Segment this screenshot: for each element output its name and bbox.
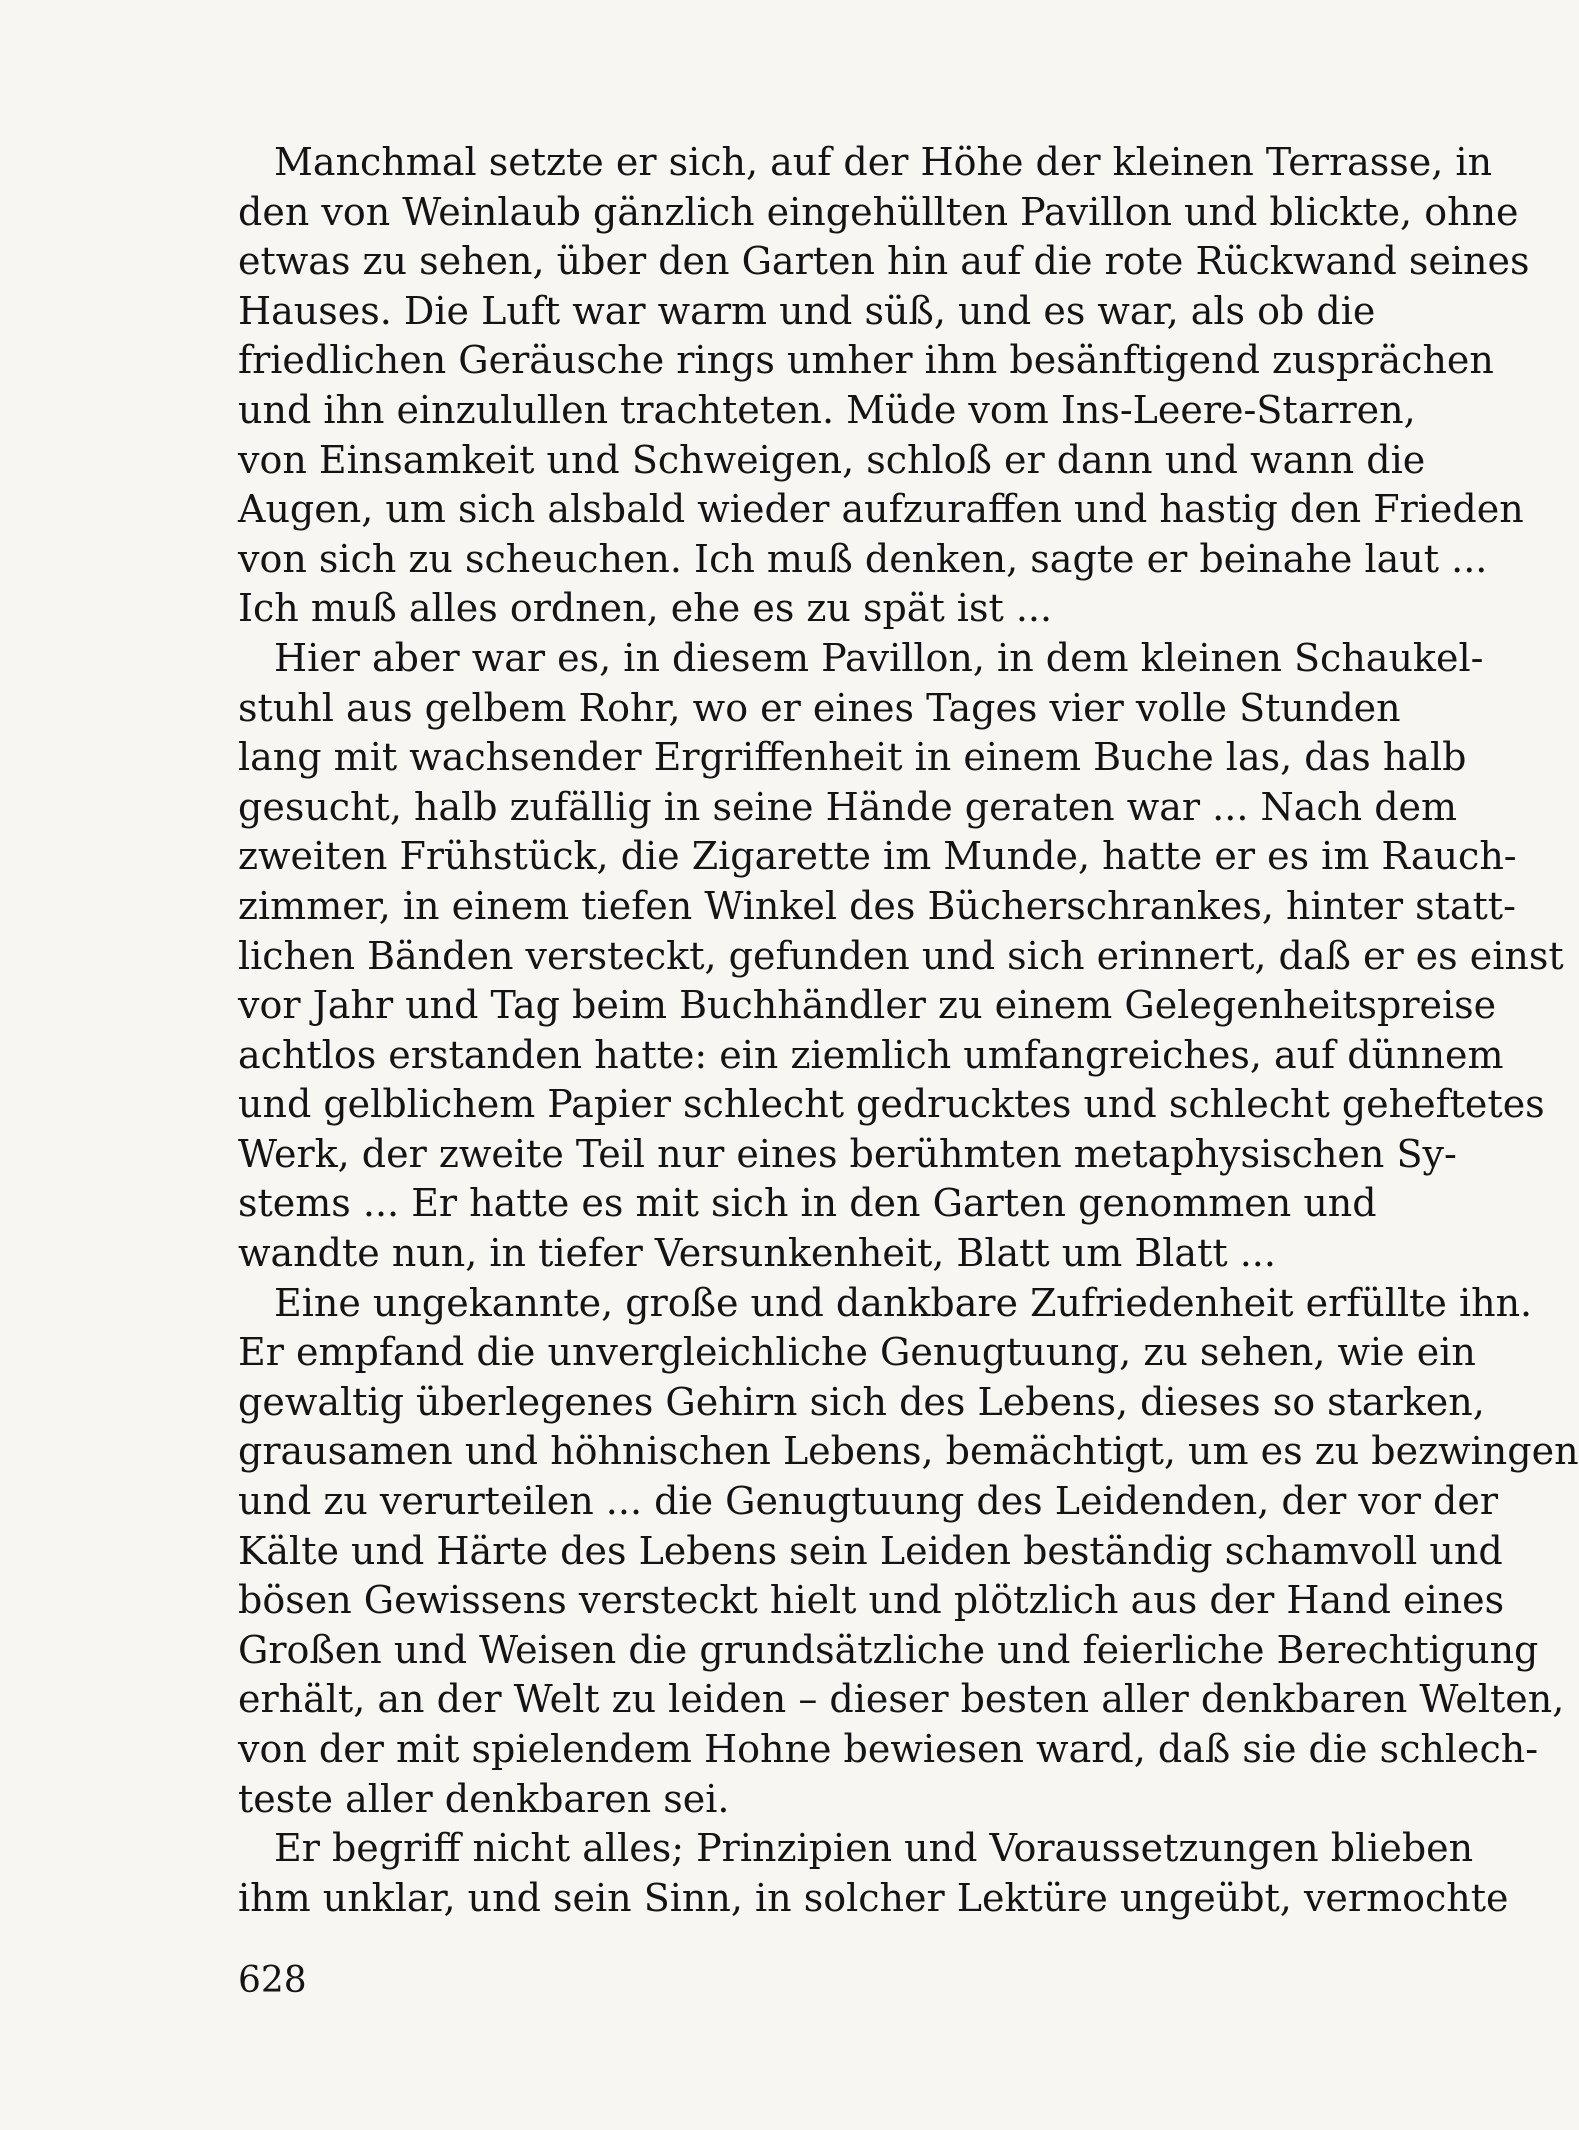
paragraph-1 <box>238 138 1530 634</box>
text-line: stuhl aus gelbem Rohr, wo er eines Tages vier volle Stunden <box>238 685 1401 730</box>
text-line: ihm unklar, und sein Sinn, in solcher Lektüre ungeübt, vermochte <box>238 1875 1509 1920</box>
text-block <box>238 138 1579 1923</box>
text-line: und gelblichem Papier schlecht gedrucktes und schlecht geheftetes <box>238 1082 1545 1127</box>
paragraph-2 <box>238 634 1564 1279</box>
text-line: teste aller denkbaren sei. <box>238 1776 730 1821</box>
text-line: gesucht, halb zufällig in seine Hände geraten war ... Nach dem <box>238 784 1458 829</box>
paragraph-3 <box>238 1279 1579 1825</box>
text-line: lang mit wachsender Ergriffenheit in einem Buche las, das halb <box>238 735 1467 780</box>
text-line: Hier aber war es, in diesem Pavillon, in dem kleinen Schaukel- <box>274 635 1484 680</box>
text-line: Hauses. Die Luft war warm und süß, und es war, als ob die <box>238 288 1376 333</box>
text-line: Ich muß alles ordnen, ehe es zu spät ist ... <box>238 586 1053 631</box>
text-line: und zu verurteilen ... die Genugtuung des Leidenden, der vor der <box>238 1479 1498 1524</box>
text-line: von sich zu scheuchen. Ich muß denken, sagte er beinahe laut ... <box>238 536 1488 581</box>
text-line: Er begriff nicht alles; Prinzipien und Voraussetzungen blieben <box>274 1826 1474 1871</box>
text-line: Manchmal setzte er sich, auf der Höhe der kleinen Terrasse, in <box>274 140 1493 184</box>
text-line: Kälte und Härte des Lebens sein Leiden beständig schamvoll und <box>238 1528 1503 1573</box>
text-line: friedlichen Geräusche rings umher ihm besänftigend zusprächen <box>238 338 1494 383</box>
text-line: wandte nun, in tiefer Versunkenheit, Blatt um Blatt ... <box>238 1231 1276 1276</box>
text-line: lichen Bänden versteckt, gefunden und sich erinnert, daß er es einst <box>238 933 1564 978</box>
text-line: Eine ungekannte, große und dankbare Zufriedenheit erfüllte ihn. <box>274 1280 1533 1325</box>
text-line: erhält, an der Welt zu leiden – dieser besten aller denkbaren Welten, <box>238 1677 1565 1722</box>
text-line: zimmer, in einem tiefen Winkel des Bücherschrankes, hinter statt- <box>238 883 1516 928</box>
text-line: vor Jahr und Tag beim Buchhändler zu einem Gelegenheitspreise <box>238 983 1497 1028</box>
text-line: bösen Gewissens versteckt hielt und plötzlich aus der Hand eines <box>238 1578 1505 1623</box>
paragraph-4 <box>238 1824 1509 1923</box>
text-line: Großen und Weisen die grundsätzliche und feierliche Berechtigung <box>238 1627 1539 1672</box>
text-line: zweiten Frühstück, die Zigarette im Munde, hatte er es im Rauch- <box>238 834 1517 879</box>
text-line: von der mit spielendem Hohne bewiesen ward, daß sie die schlech- <box>238 1727 1539 1771</box>
page-number: 628 <box>238 1960 307 2001</box>
text-line: etwas zu sehen, über den Garten hin auf die rote Rückwand seines <box>238 239 1530 284</box>
text-line: von Einsamkeit und Schweigen, schloß er dann und wann die <box>238 437 1426 482</box>
text-line: stems ... Er hatte es mit sich in den Garten genommen und <box>238 1181 1377 1226</box>
text-line: den von Weinlaub gänzlich eingehüllten Pavillon und blickte, ohne <box>238 189 1519 234</box>
text-line: achtlos erstanden hatte: ein ziemlich umfangreiches, auf dünnem <box>238 1032 1504 1077</box>
text-line: Augen, um sich alsbald wieder aufzuraffen und hastig den Frieden <box>238 487 1524 532</box>
text-line: Er empfand die unvergleichliche Genugtuung, zu sehen, wie ein <box>238 1330 1476 1375</box>
text-line: Werk, der zweite Teil nur eines berühmten metaphysischen Sy- <box>238 1131 1457 1176</box>
text-line: gewaltig überlegenes Gehirn sich des Lebens, dieses so starken, <box>238 1379 1485 1424</box>
text-line: grausamen und höhnischen Lebens, bemächtigt, um es zu bezwingen <box>238 1429 1579 1474</box>
text-line: und ihn einzulullen trachteten. Müde vom Ins-Leere-Starren, <box>238 387 1416 432</box>
